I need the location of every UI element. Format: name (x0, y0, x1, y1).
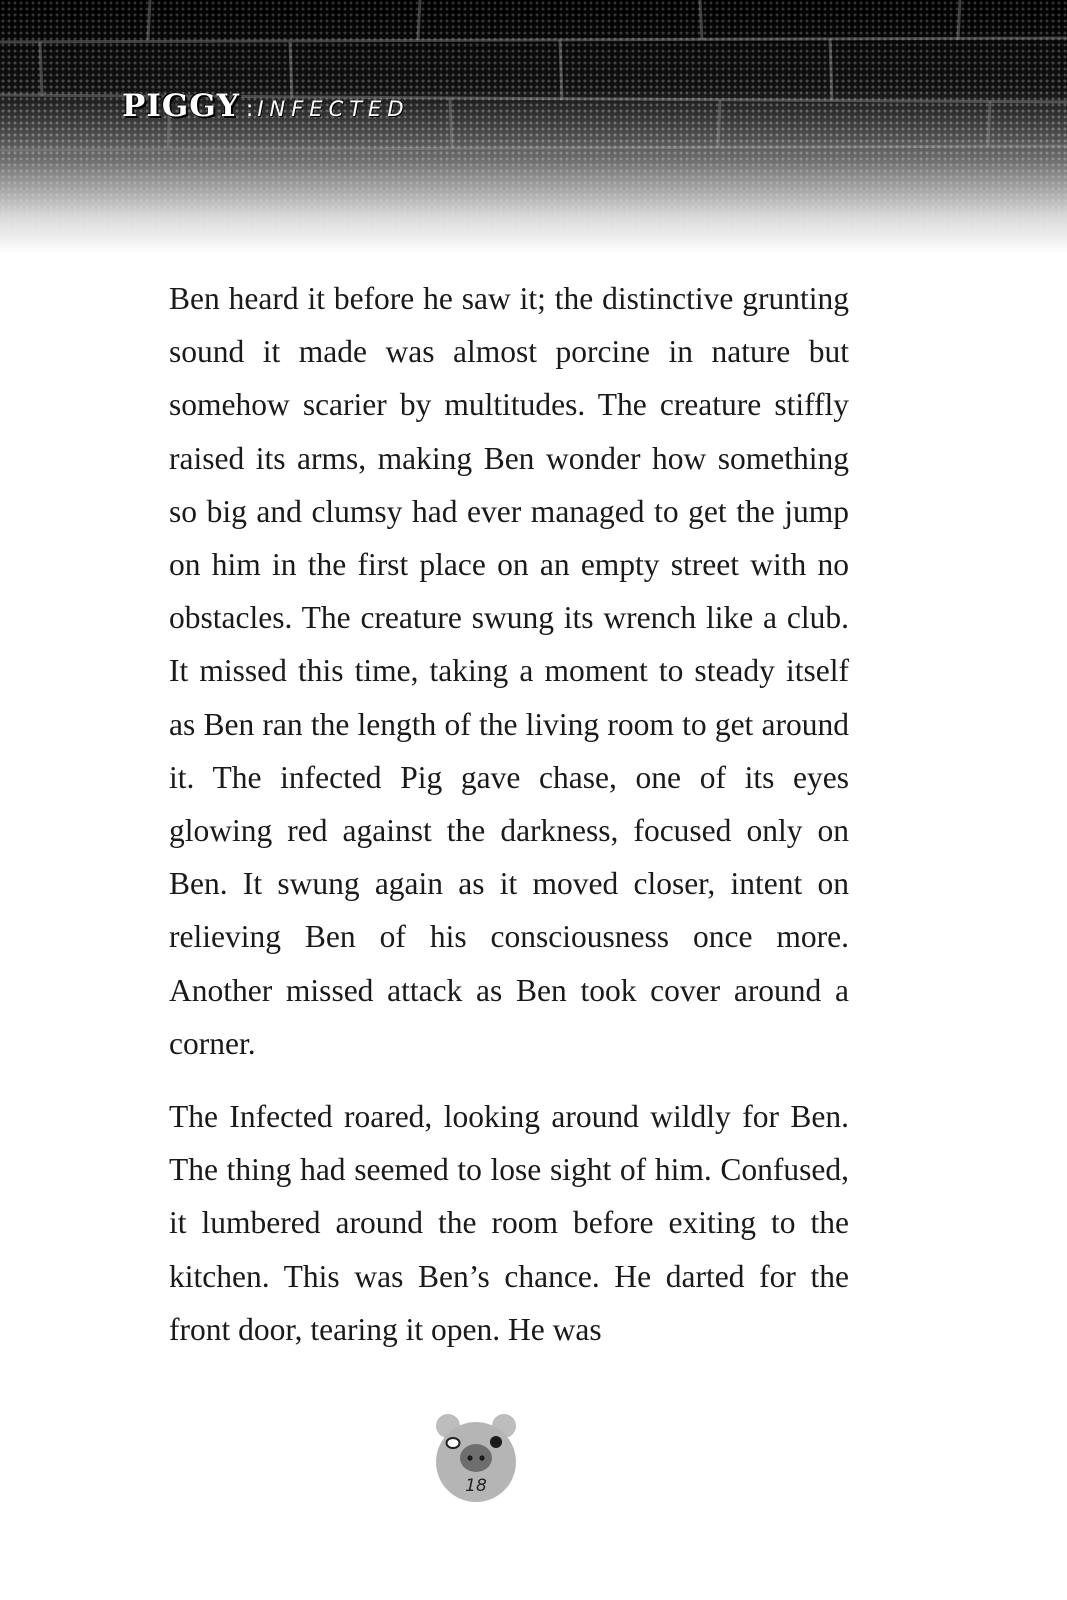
halftone-brick-texture (0, 0, 1067, 255)
header-banner (0, 0, 1067, 255)
paragraph: Ben heard it before he saw it; the distinctive grunting sound it made was almost porcine in nature but somehow scarier by multitudes. The creature stiffly raised its arms, making Ben wonder how something so big and clumsy had ever managed to get the jump on him in the first place on an empty street with no obstacles. The creature swung its wrench like a club. It missed this time, taking a moment to steady itself as Ben ran the length of the living room to get around it. The infected Pig gave chase, one of its eyes glowing red against the darkness, focused only on Ben. It swung again as it moved closer, intent on relieving Ben of his consciousness once more. Another missed attack as Ben took cover around a corner. (169, 281, 849, 1061)
running-head (122, 88, 410, 124)
page-body (169, 272, 849, 1356)
book-subtitle: INFECTED (257, 97, 410, 121)
page-number-badge (434, 1412, 518, 1506)
book-title: PIGGY (122, 88, 240, 124)
paragraph: The Infected roared, looking around wildly for Ben. The thing had seemed to lose sight of him. Confused, it lumbered around the room before exiting to the kitchen. This was Ben’s chance. He darted for the front door, tearing it open. He was (169, 1099, 849, 1347)
title-separator: : (245, 97, 254, 122)
page-number: 18 (465, 1476, 487, 1496)
